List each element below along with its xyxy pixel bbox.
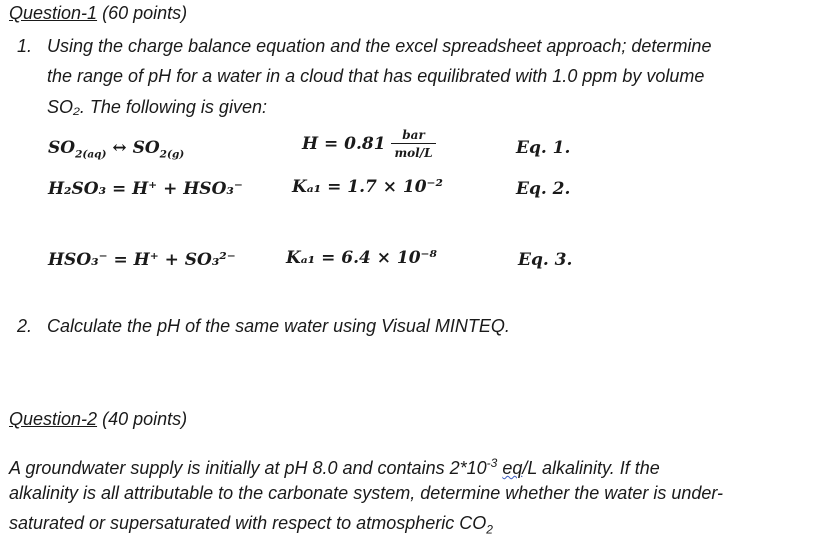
question-2-heading	[9, 409, 187, 430]
q2-unit-eq: eq	[502, 458, 523, 478]
eq1-unit-fraction	[391, 128, 435, 160]
eq1-unit-bottom: mol/L	[394, 146, 433, 160]
eq1-unit-top: bar	[391, 128, 435, 144]
eq1-reaction	[48, 138, 184, 160]
eq3-constant: Kₐ₁ = 6.4 × 10⁻⁸	[286, 248, 437, 268]
eq1-constant-lhs: H = 0.81	[302, 134, 386, 154]
q2-line1-text: A groundwater supply is initially at pH 8.0 and contains 2*10	[9, 458, 487, 478]
question-2-points: (40 points)	[102, 409, 188, 429]
question-2-line-2: alkalinity is all attributable to the carbonate system, determine whether the water is under-	[9, 483, 724, 503]
eq1-right-sub: 2(g)	[159, 148, 185, 161]
eq1-label: Eq. 1.	[516, 138, 571, 158]
item-1-line-2: the range of pH for a water in a cloud that has equilibrated with 1.0 ppm by volume	[47, 66, 705, 86]
eq1-left-sub: 2(aq)	[75, 148, 107, 161]
eq1-left: SO	[48, 138, 76, 158]
question-2-line-3	[9, 508, 493, 545]
item-1-line-1: Using the charge balance equation and the excel spreadsheet approach; determine	[47, 36, 712, 56]
item-1-number: 1.	[17, 36, 33, 56]
item-1-line-3: SO₂. The following is given:	[47, 97, 267, 117]
eq1-constant	[302, 128, 436, 160]
q2-line1-text-2: /L alkalinity. If the	[522, 458, 660, 478]
q2-line3-sub: 2	[486, 522, 493, 537]
q2-line3-text: saturated or supersaturated with respect to atmospheric CO	[9, 513, 487, 533]
q2-exponent: -3	[486, 456, 498, 470]
item-2-number: 2.	[17, 316, 33, 336]
eq2-constant: Kₐ₁ = 1.7 × 10⁻²	[292, 177, 443, 197]
question-2-label: Question-2	[9, 409, 98, 429]
question-1-points: (60 points)	[102, 3, 188, 23]
eq3-reaction: HSO₃⁻ = H⁺ + SO₃²⁻	[48, 250, 236, 270]
eq2-reaction: H₂SO₃ = H⁺ + HSO₃⁻	[48, 179, 243, 199]
item-2-text: Calculate the pH of the same water using Visual MINTEQ.	[47, 316, 510, 336]
question-1-heading	[9, 3, 187, 24]
question-1-label: Question-1	[9, 3, 98, 23]
eq1-right: SO	[132, 138, 160, 158]
eq2-label: Eq. 2.	[516, 179, 571, 199]
eq3-label: Eq. 3.	[518, 250, 573, 270]
eq1-arrow: ↔	[106, 138, 133, 158]
